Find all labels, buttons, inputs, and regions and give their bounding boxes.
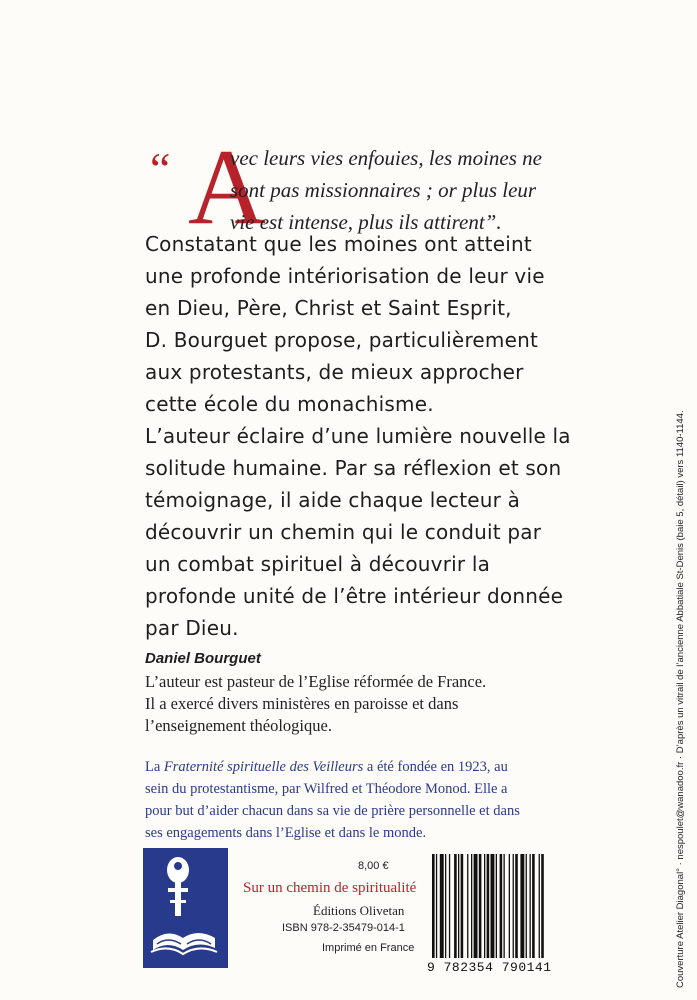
- lamp-book-logo-icon: [143, 848, 228, 968]
- body-line: aux protestants, de mieux approcher: [145, 360, 524, 384]
- barcode-digits: 9 782354 790141: [427, 960, 552, 975]
- barcode-bar: [513, 854, 514, 958]
- veilleurs-title: Fraternité spirituelle des Veilleurs: [163, 759, 364, 775]
- barcode-bar: [454, 854, 457, 958]
- barcode-bar: [471, 854, 472, 958]
- veilleurs-pre: La: [145, 759, 164, 775]
- author-bio-line: L’auteur est pasteur de l’Eglise réformée de France.: [145, 672, 487, 691]
- barcode-bar: [539, 854, 540, 958]
- barcode-bar: [491, 854, 495, 958]
- barcode-bar: [530, 854, 531, 958]
- barcode-bar: [526, 854, 527, 958]
- veilleurs-line: sein du protestantisme, par Wilfred et Théodore Monod. Elle a: [145, 781, 508, 797]
- body-line: Constatant que les moines ont atteint: [145, 232, 532, 256]
- cover-credit: Couverture Atelier Diagonal° · nespoulet@wanadoo.fr · D’après un vitrail de l’ancienne Abbatiale St-Denis (baie 5, détail) vers 1140-1144.: [675, 410, 686, 988]
- body-line: solitude humaine. Par sa réflexion et son: [145, 456, 562, 480]
- barcode-bar: [432, 854, 435, 958]
- barcode-bar: [504, 854, 505, 958]
- series-title: Sur un chemin de spiritualité: [243, 880, 417, 896]
- quote-line: vec leurs vies enfouies, les moines ne: [230, 146, 542, 170]
- publisher: Éditions Olivetan: [313, 903, 405, 918]
- author-bio-line: Il a exercé divers ministères en paroisse et dans: [145, 694, 459, 713]
- barcode-bar: [440, 854, 444, 958]
- barcode-bar: [515, 854, 518, 958]
- barcode-bar: [461, 854, 464, 958]
- body-line: cette école du monachisme.: [145, 392, 434, 416]
- quote-line: sont pas missionnaires ; or plus leur: [230, 178, 537, 202]
- veilleurs-line: pour but d’aider chacun dans sa vie de prière personnelle et dans: [145, 803, 520, 819]
- barcode: [428, 852, 588, 972]
- price: 8,00 €: [358, 860, 389, 872]
- printed-in: Imprimé en France: [322, 942, 415, 954]
- barcode-bar: [500, 854, 503, 958]
- body-line: L’auteur éclaire d’une lumière nouvelle la: [145, 424, 571, 448]
- barcode-bar: [436, 854, 437, 958]
- barcode-bar: [541, 854, 544, 958]
- quote-line: vie est intense, plus ils attirent”.: [230, 210, 502, 234]
- body-line: une profonde intériorisation de leur vie: [145, 264, 545, 288]
- barcode-bar: [532, 854, 535, 958]
- barcode-bar: [458, 854, 459, 958]
- body-line: découvrir un chemin qui le conduit par: [145, 520, 542, 544]
- veilleurs-line: [145, 759, 508, 776]
- barcode-bar: [479, 854, 482, 958]
- quote-dropcap: A: [188, 128, 266, 247]
- body-line: en Dieu, Père, Christ et Saint Esprit,: [145, 296, 512, 320]
- barcode-bar: [445, 854, 446, 958]
- quote-open-mark: “: [150, 143, 171, 194]
- barcode-bar: [449, 854, 450, 958]
- barcode-bar: [520, 854, 524, 958]
- body-line: témoignage, il aide chaque lecteur à: [145, 488, 521, 512]
- barcode-bar: [484, 854, 485, 958]
- barcode-bar: [496, 854, 497, 958]
- body-line: un combat spirituel à découvrir la: [145, 552, 491, 576]
- veilleurs-line: ses engagements dans l’Eglise et dans le monde.: [145, 825, 427, 841]
- veilleurs-post: a été fondée en 1923, au: [363, 759, 508, 775]
- barcode-bar: [487, 854, 490, 958]
- author-bio-line: l’enseignement théologique.: [145, 716, 332, 735]
- barcode-bar: [509, 854, 510, 958]
- isbn: ISBN 978-2-35479-014-1: [282, 922, 405, 934]
- barcode-bar: [474, 854, 478, 958]
- author-name: Daniel Bourguet: [145, 650, 261, 667]
- barcode-bar: [467, 854, 468, 958]
- body-line: D. Bourguet propose, particulièrement: [145, 328, 539, 352]
- body-line: par Dieu.: [145, 616, 239, 640]
- body-line: profonde unité de l’être intérieur donnée: [145, 584, 564, 608]
